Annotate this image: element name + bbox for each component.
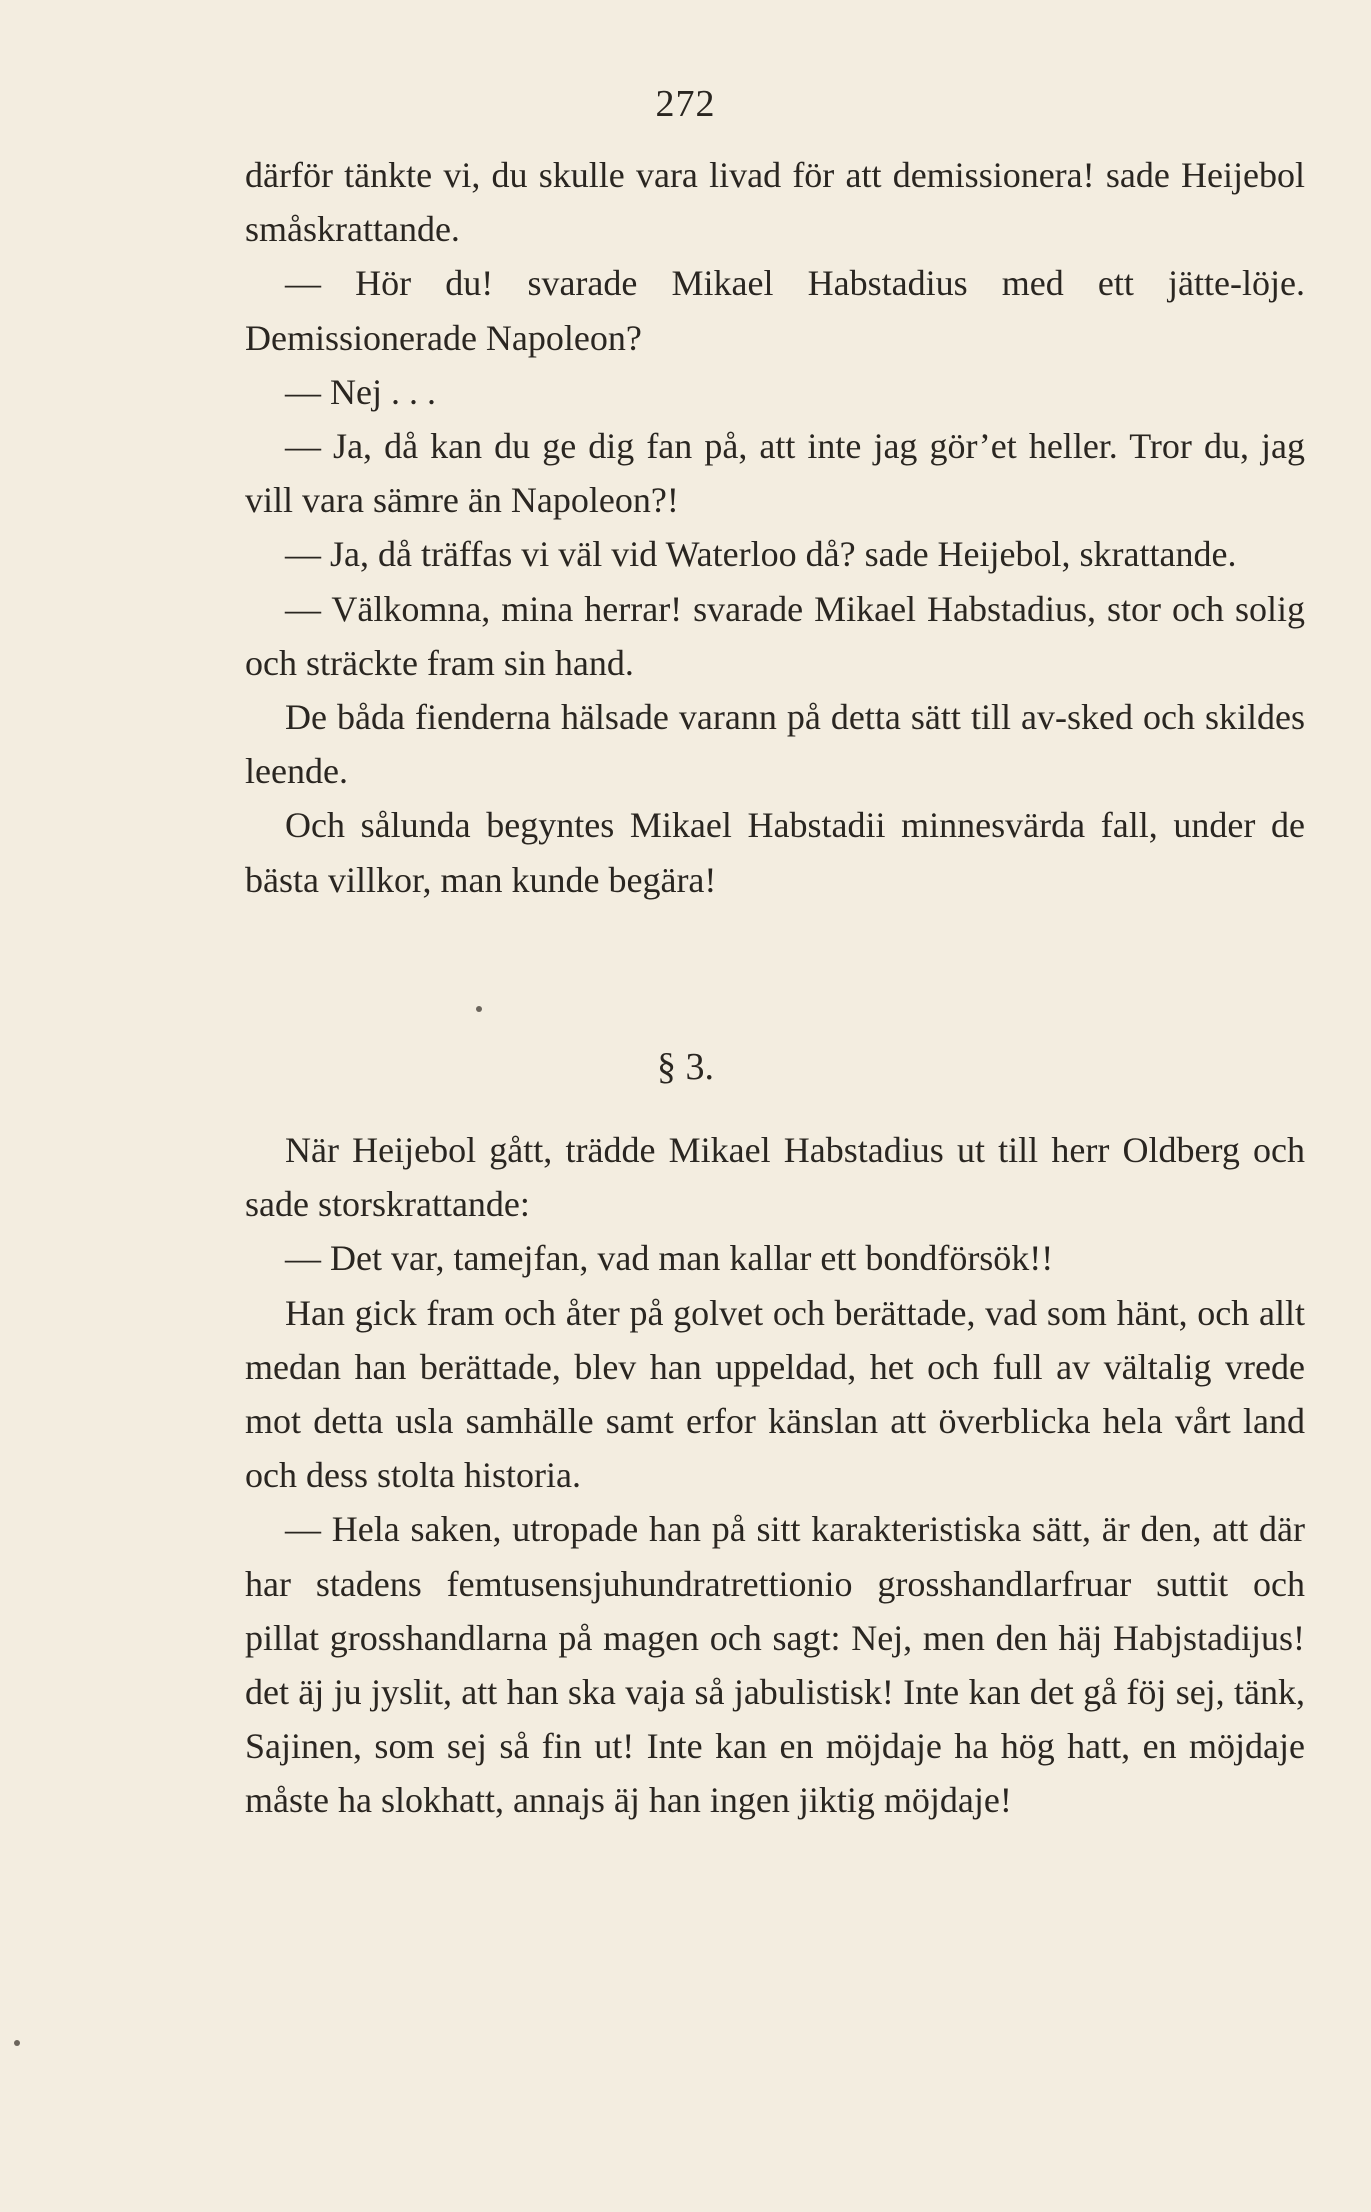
paragraph: — Hör du! svarade Mikael Habstadius med ett jätte-löje. Demissionerade Napoleon? <box>245 263 1305 358</box>
paper-speck <box>476 1006 482 1012</box>
text-block-before-section <box>245 148 1305 907</box>
text-block-after-section <box>245 1123 1305 1828</box>
paragraph: När Heijebol gått, trädde Mikael Habstadius ut till herr Oldberg och sade storskrattande: <box>245 1130 1305 1225</box>
paragraph: därför tänkte vi, du skulle vara livad för att demissionera! sade Heijebol småskrattande. <box>245 155 1305 250</box>
paragraph: Han gick fram och åter på golvet och berättade, vad som hänt, och allt medan han berättade, blev han uppeldad, het och full av vältalig vrede mot detta usla samhälle samt erfor känslan att överblicka hela vårt land och dess stolta historia. <box>245 1292 1305 1496</box>
paper-speck <box>14 2040 20 2046</box>
paragraph: — Nej . . . <box>285 371 436 412</box>
paragraph: — Ja, då träffas vi väl vid Waterloo då? sade Heijebol, skrattande. <box>285 534 1237 575</box>
paragraph: — Det var, tamejfan, vad man kallar ett bondförsök!! <box>285 1238 1054 1279</box>
paragraph: De båda fienderna hälsade varann på detta sätt till av-sked och skildes leende. <box>245 697 1305 792</box>
paragraph: — Hela saken, utropade han på sitt karakteristiska sätt, är den, att där har stadens femtusensjuhundratrettionio grosshandlarfruar suttit och pillat grosshandlarna på magen och sagt: Nej, men den häj Habjstadijus! det äj ju jyslit, att han ska vaja så jabulistisk! Inte kan det gå föj sej, tänk, Sajinen, som sej så fin ut! Inte kan en möjdaje ha hög hatt, en möjdaje måste ha slokhatt, annajs äj han ingen jiktig möjdaje! <box>245 1509 1305 1821</box>
page-number: 272 <box>655 83 716 125</box>
paragraph: Och sålunda begyntes Mikael Habstadii minnesvärda fall, under de bästa villkor, man kunde begära! <box>245 805 1305 900</box>
paragraph: — Välkomna, mina herrar! svarade Mikael Habstadius, stor och solig och sträckte fram sin hand. <box>245 588 1305 683</box>
paragraph: — Ja, då kan du ge dig fan på, att inte jag gör’et heller. Tror du, jag vill vara sämre än Napoleon?! <box>245 426 1305 521</box>
section-heading: § 3. <box>657 1046 714 1088</box>
